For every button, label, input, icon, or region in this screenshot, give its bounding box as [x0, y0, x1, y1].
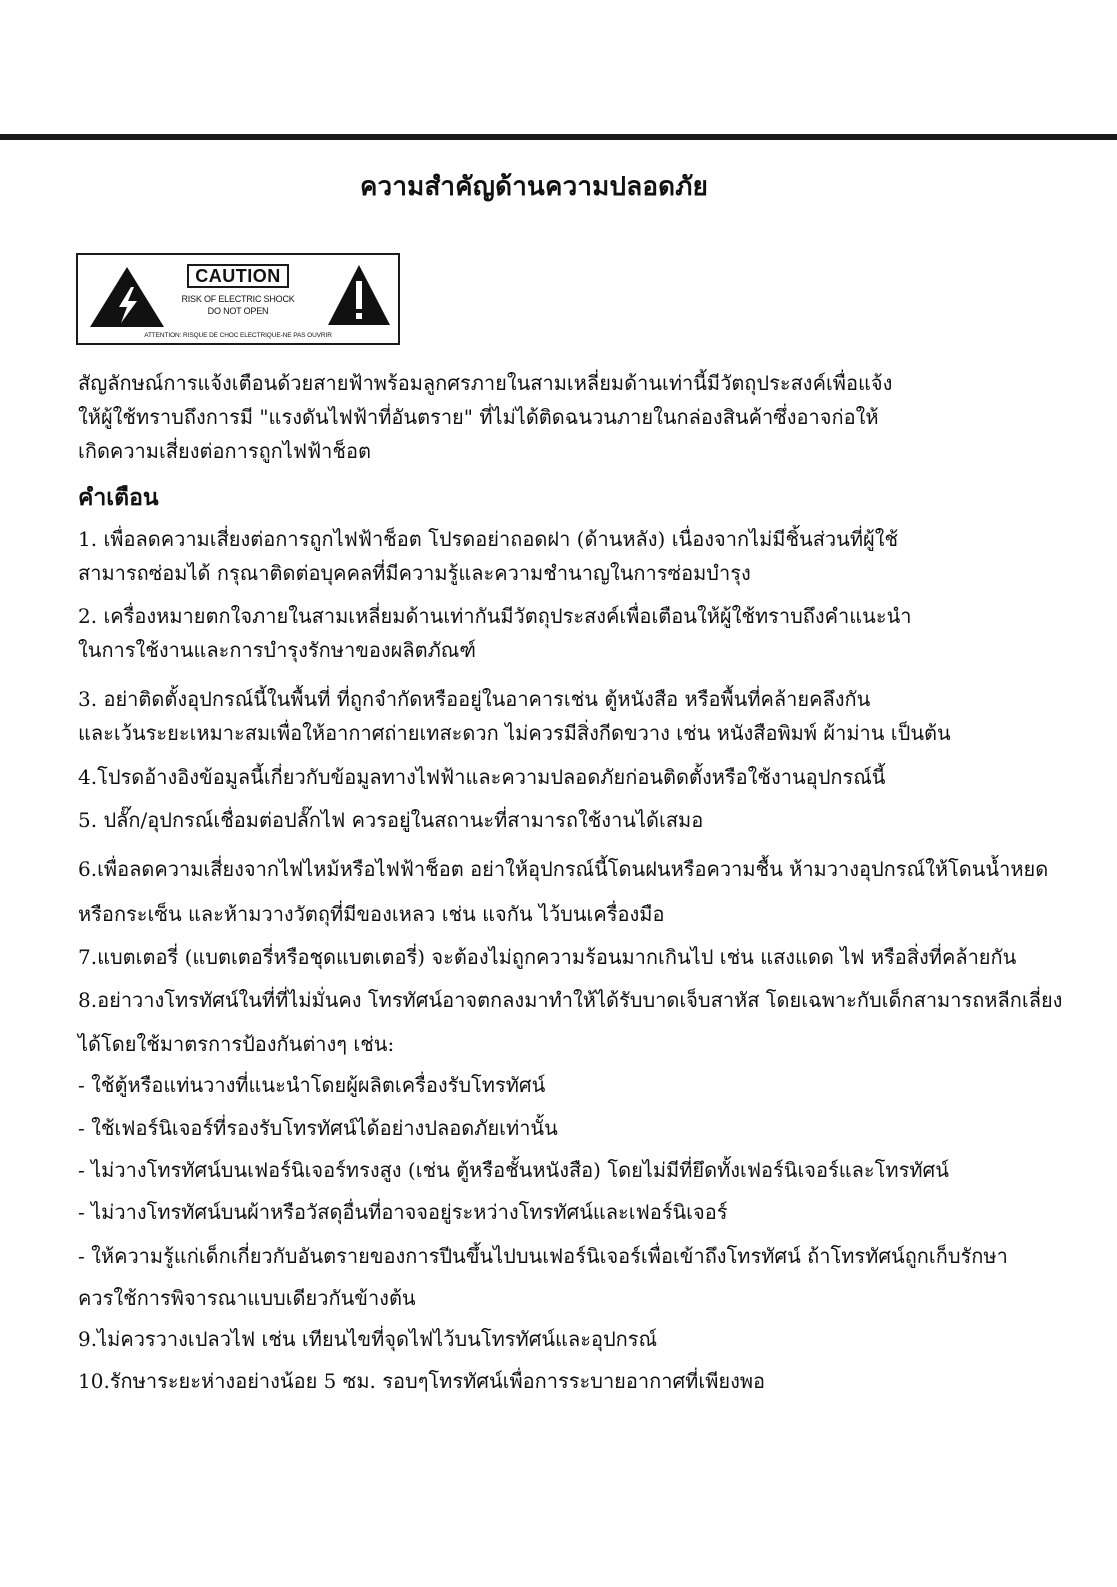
exclamation-warning-icon [326, 263, 392, 327]
warning-item-6: 6.เพื่อลดความเสี่ยงจากไฟไหม้หรือไฟฟ้าช็อต อย่าให้อุปกรณ์นี้โดนฝนหรือความชื้น ห้ามวางอุปกรณ์ให้โดนน้ำหยด [78, 857, 1049, 881]
warning-item-2: 2. เครื่องหมายตกใจภายในสามเหลี่ยมด้านเท่ากันมีวัตถุประสงค์เพื่อเตือนให้ผู้ใช้ทราบถึงคำแนะนำ [78, 604, 912, 628]
precaution-bullet: - ไม่วางโทรทัศน์บนผ้าหรือวัสดุอื่นที่อาจจอยู่ระหว่างโทรทัศน์และเฟอร์นิเจอร์ [78, 1200, 728, 1224]
symbol-description-line: สัญลักษณ์การแจ้งเตือนด้วยสายฟ้าพร้อมลูกศรภายในสามเหลี่ยมด้านเท่านี้มีวัตถุประสงค์เพื่อแจ้ง [78, 371, 893, 395]
precaution-bullet-cont: ควรใช้การพิจารณาแบบเดียวกันข้างต้น [78, 1286, 416, 1310]
precaution-bullet: - ใช้เฟอร์นิเจอร์ที่รองรับโทรทัศน์ได้อย่างปลอดภัยเท่านั้น [78, 1116, 558, 1140]
warning-item-7: 7.แบตเตอรี่ (แบตเตอรี่หรือชุดแบตเตอรี่) จะต้องไม่ถูกความร้อนมากเกินไป เช่น แสงแดด ไฟ หรือสิ่งที่คล้ายกัน [78, 945, 1017, 969]
symbol-description-line: เกิดความเสี่ยงต่อการถูกไฟฟ้าช็อต [78, 439, 371, 463]
warning-item-10: 10.รักษาระยะห่างอย่างน้อย 5 ซม. รอบๆโทรทัศน์เพื่อการระบายอากาศที่เพียงพอ [78, 1369, 766, 1393]
warning-item-2-cont: ในการใช้งานและการบำรุงรักษาของผลิตภัณฑ์ [78, 638, 476, 662]
page-title: ความสำคัญด้านความปลอดภัย [359, 172, 709, 202]
warning-item-3-cont: และเว้นระยะเหมาะสมเพื่อให้อากาศถ่ายเทสะดวก ไม่ควรมีสิ่งกีดขวาง เช่น หนังสือพิมพ์ ผ้าม่าน เป็นต้น [78, 721, 951, 745]
warning-item-8: 8.อย่าวางโทรทัศน์ในที่ที่ไม่มั่นคง โทรทัศน์อาจตกลงมาทำให้ได้รับบาดเจ็บสาหัส โดยเฉพาะกับเด็กสามารถหลีกเลี่ยง [78, 988, 1063, 1012]
warning-item-5: 5. ปลั๊ก/อุปกรณ์เชื่อมต่อปลั๊กไฟ ควรอยู่ในสถานะที่สามารถใช้งานได้เสมอ [78, 808, 704, 832]
caution-text-block [173, 264, 303, 317]
caution-attention-text: ATTENTION: RISQUE DE CHOC ELECTRIQUE-NE PAS OUVRIR [144, 332, 332, 339]
top-rule [0, 134, 1117, 140]
warning-item-9: 9.ไม่ควรวางเปลวไฟ เช่น เทียนไขที่จุดไฟไว้บนโทรทัศน์และอุปกรณ์ [78, 1327, 658, 1351]
caution-title: CAUTION [187, 264, 289, 288]
warning-item-1: 1. เพื่อลดความเสี่ยงต่อการถูกไฟฟ้าช็อต โปรดอย่าถอดฝา (ด้านหลัง) เนื่องจากไม่มีชิ้นส่วนที่ผู้ใช้ [78, 527, 899, 551]
precaution-bullet: - ไม่วางโทรทัศน์บนเฟอร์นิเจอร์ทรงสูง (เช่น ตู้หรือชั้นหนังสือ) โดยไม่มีที่ยึดทั้งเฟอร์นิเจอร์และโทรทัศน์ [78, 1158, 949, 1182]
precaution-bullet: - ให้ความรู้แก่เด็กเกี่ยวกับอันตรายของการปีนขึ้นไปบนเฟอร์นิเจอร์เพื่อเข้าถึงโทรทัศน์ ถ้าโทรทัศน์ถูกเก็บรักษา [78, 1244, 1008, 1268]
warning-item-4: 4.โปรดอ้างอิงข้อมูลนี้เกี่ยวกับข้อมูลทางไฟฟ้าและความปลอดภัยก่อนติดตั้งหรือใช้งานอุปกรณ์นี้ [78, 765, 886, 789]
warning-heading: คำเตือน [78, 484, 159, 511]
caution-line-1: RISK OF ELECTRIC SHOCK [181, 294, 295, 304]
symbol-description-line: ให้ผู้ใช้ทราบถึงการมี "แรงดันไฟฟ้าที่อันตราย" ที่ไม่ได้ติดฉนวนภายในกล่องสินค้าซึ่งอาจก่อให้ [78, 405, 879, 429]
warning-item-1-cont: สามารถซ่อมได้ กรุณาติดต่อบุคคลที่มีความรู้และความชำนาญในการซ่อมบำรุง [78, 561, 751, 585]
warning-item-6-cont: หรือกระเซ็น และห้ามวางวัตถุที่มีของเหลว เช่น แจกัน ไว้บนเครื่องมือ [78, 902, 665, 926]
precaution-bullet: - ใช้ตู้หรือแท่นวางที่แนะนำโดยผู้ผลิตเครื่องรับโทรทัศน์ [78, 1073, 546, 1097]
electric-shock-warning-icon [88, 265, 166, 329]
warning-item-3: 3. อย่าติดตั้งอุปกรณ์นี้ในพื้นที่ ที่ถูกจำกัดหรืออยู่ในอาคารเช่น ตู้หนังสือ หรือพื้นที่คล้ายคลึงกัน [78, 687, 871, 711]
caution-label [76, 253, 400, 345]
warning-item-8-cont: ได้โดยใช้มาตรการป้องกันต่างๆ เช่น: [78, 1032, 395, 1056]
caution-line-2: DO NOT OPEN [207, 306, 269, 316]
